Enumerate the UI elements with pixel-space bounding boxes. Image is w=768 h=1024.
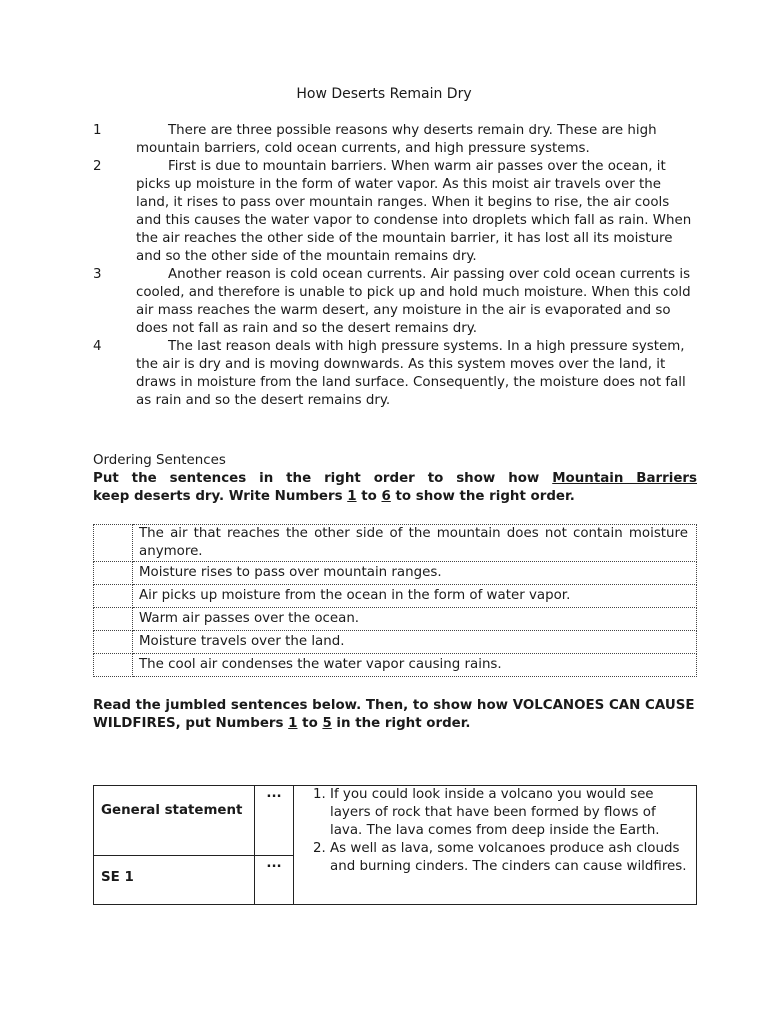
paragraph-1: There are three possible reasons why deserts remain dry. These are high mountain barriers, cold ocean currents, and high pressure systems.: [136, 123, 657, 156]
paragraph-number: 2: [93, 159, 102, 174]
paragraph-2: First is due to mountain barriers. When warm air passes over the ocean, it picks up moisture in the form of water vapor. As this moist air travels over the land, it rises to pass over mountain ranges. When it begins to rise, the air cools and this causes the water vapor to condense into droplets which fall as rain. When the air reaches the other side of the mountain barrier, it has lost all its moisture and so the other side of the mountain remains dry.: [136, 159, 692, 264]
answer-cell[interactable]: [94, 562, 133, 585]
sentence-cell: The air that reaches the other side of the mountain does not contain moisture anymore.: [133, 525, 697, 562]
sentence-cell: The cool air condenses the water vapor causing rains.: [133, 654, 697, 677]
instruction-text: in the right order.: [331, 716, 471, 731]
table-row: [94, 608, 697, 631]
instruction-text: to: [297, 716, 323, 731]
answer-cell[interactable]: [94, 654, 133, 677]
instruction-number: 6: [381, 489, 391, 504]
paragraph-number: 3: [93, 267, 102, 282]
volcano-instruction: [93, 697, 697, 733]
table-row: [94, 786, 697, 856]
instruction-text: to show the right order.: [390, 489, 575, 504]
volcano-table: [93, 785, 697, 905]
instruction-number: 1: [288, 716, 298, 731]
sentence-cell: Warm air passes over the ocean.: [133, 608, 697, 631]
structure-label: SE 1: [94, 856, 255, 905]
answer-cell[interactable]: ...: [255, 856, 294, 905]
paragraph-4: The last reason deals with high pressure systems. In a high pressure system, the air is dry and is moving downwards. As this system moves over the land, it draws in moisture from the land surface. Consequently, the moisture does not fall as rain and so the desert remains dry.: [136, 339, 686, 408]
page-title: How Deserts Remain Dry: [296, 86, 472, 102]
instruction-text: Put the sentences in the right order to show how: [93, 471, 553, 486]
instruction-text: Read the jumbled sentences below. Then, to show how VOLCANOES CAN CAUSE WILDFIRES, put Numbers: [93, 698, 695, 731]
jumbled-sentences: [294, 786, 697, 905]
instruction-number: 1: [347, 489, 357, 504]
ordering-table: [93, 524, 697, 677]
structure-label: General statement: [94, 786, 255, 856]
instruction-text: to: [356, 489, 382, 504]
answer-cell[interactable]: [94, 525, 133, 562]
list-item: 2. As well as lava, some volcanoes produce ash clouds and burning cinders. The cinders can cause wildfires.: [330, 840, 690, 876]
instruction-text: keep deserts dry. Write Numbers: [93, 489, 348, 504]
answer-cell[interactable]: ...: [255, 786, 294, 856]
sentence-cell: Moisture travels over the land.: [133, 631, 697, 654]
table-row: [94, 585, 697, 608]
table-row: [94, 631, 697, 654]
ordering-heading: Ordering Sentences: [93, 453, 226, 468]
answer-cell[interactable]: [94, 631, 133, 654]
paragraph-number: 4: [93, 339, 102, 354]
instruction-number: 5: [322, 716, 332, 731]
paragraph-3: Another reason is cold ocean currents. Air passing over cold ocean currents is cooled, and therefore is unable to pick up and hold much moisture. When this cold air mass reaches the warm desert, any moisture in the air is evaporated and so does not fall as rain and so the desert remains dry.: [136, 267, 691, 336]
paragraph-number: 1: [93, 123, 102, 138]
table-row: [94, 562, 697, 585]
table-row: [94, 525, 697, 562]
instruction-topic: Mountain Barriers: [552, 471, 697, 486]
sentence-cell: Moisture rises to pass over mountain ranges.: [133, 562, 697, 585]
list-item: 1. If you could look inside a volcano you would see layers of rock that have been formed by flows of lava. The lava comes from deep inside the Earth.: [330, 786, 690, 840]
answer-cell[interactable]: [94, 608, 133, 631]
table-row: [94, 654, 697, 677]
answer-cell[interactable]: [94, 585, 133, 608]
sentence-cell: Air picks up moisture from the ocean in the form of water vapor.: [133, 585, 697, 608]
ordering-instruction: [93, 470, 697, 506]
reading-passage: [136, 122, 696, 410]
